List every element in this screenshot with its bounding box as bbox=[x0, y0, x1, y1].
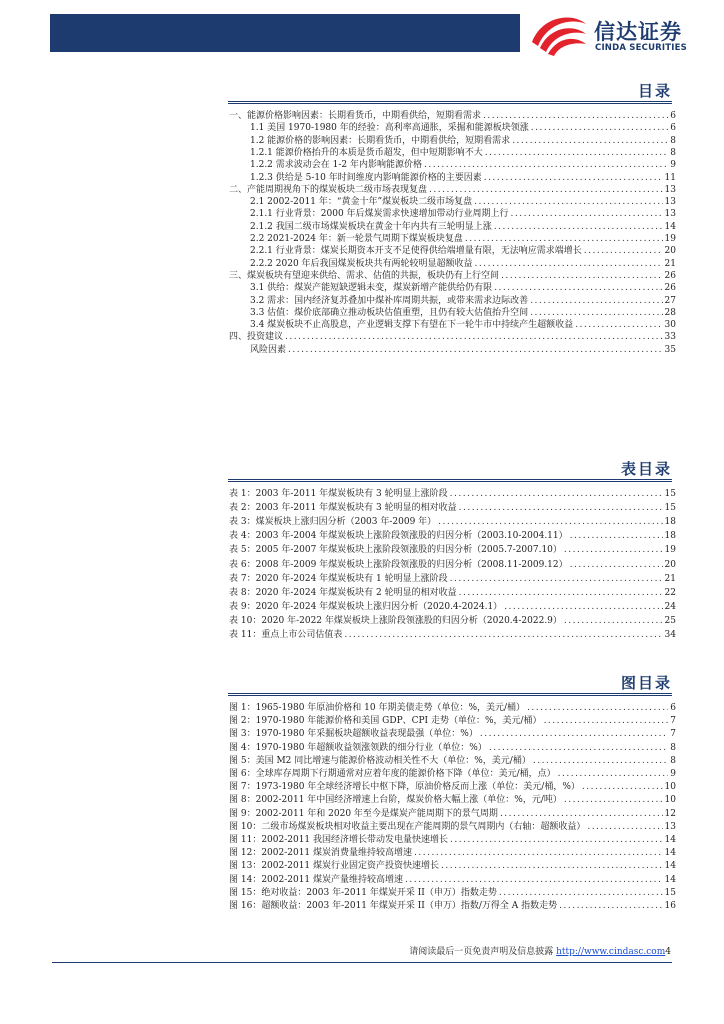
toc-entry-text: 1.2.3 供给是 5-10 年时间维度内影响能源价格的主要因素 bbox=[250, 172, 482, 183]
tables-entry-leader bbox=[570, 531, 663, 542]
tables-entry[interactable] bbox=[229, 588, 676, 599]
toc-entry[interactable] bbox=[250, 123, 676, 134]
toc-entry-text: 1.2 能源价格的影响因素：长期看货币，中期看供给，短期看需求 bbox=[250, 135, 511, 146]
tables-entry-page: 18 bbox=[664, 517, 676, 528]
toc-entry-text: 四、投资建议 bbox=[229, 332, 284, 343]
toc-entry-text: 1.1 美国 1970-1980 年的经验：高利率高通胀，采掘和能源板块领涨 bbox=[250, 123, 529, 134]
tables-entry-page: 19 bbox=[664, 545, 676, 556]
toc-entry-leader bbox=[288, 345, 663, 356]
toc-entry-leader bbox=[429, 185, 663, 196]
figures-entry[interactable] bbox=[229, 875, 676, 886]
figures-entry-leader bbox=[500, 809, 663, 820]
tables-entry[interactable] bbox=[229, 489, 676, 500]
toc-entry-page: 6 bbox=[670, 111, 676, 121]
cinda-logo-mark-icon bbox=[528, 12, 590, 56]
toc-entry-leader bbox=[512, 136, 668, 147]
toc-entry-page: 26 bbox=[664, 283, 676, 294]
toc-entry-leader bbox=[483, 111, 668, 122]
tables-rule bbox=[228, 479, 672, 480]
toc-entry-page: 21 bbox=[664, 258, 676, 269]
header-band bbox=[50, 14, 520, 52]
toc-entry-page: 33 bbox=[664, 332, 676, 343]
tables-entry-text: 表 4：2003 年-2004 年煤炭板块上涨阶段领涨股的归因分析（2003.10-2004.11） bbox=[229, 531, 568, 542]
toc-entry[interactable] bbox=[250, 246, 676, 257]
tables-entry-text: 表 5：2005 年-2007 年煤炭板块上涨阶段领涨股的归因分析（2005.7-2007.10） bbox=[229, 545, 562, 556]
toc-entry-leader bbox=[494, 222, 663, 233]
toc-entry[interactable] bbox=[229, 271, 676, 282]
figures-entry[interactable] bbox=[229, 809, 676, 820]
figures-entry-leader bbox=[499, 888, 663, 899]
footer-link[interactable]: http://www.cindasc.com bbox=[556, 947, 666, 957]
figures-entry-text: 图 12：2002-2011 煤炭消费量维持较高增速 bbox=[229, 848, 413, 859]
tables-entry[interactable] bbox=[229, 517, 676, 528]
toc-entry-text: 3.1 供给：煤炭产能短缺逻辑未变，煤炭新增产能供给仍有限 bbox=[250, 283, 493, 294]
figures-entry-page: 6 bbox=[670, 703, 676, 713]
tables-entry-text: 表 9：2020 年-2024 年煤炭板块上涨归因分析（2020.4-2024.1） bbox=[229, 601, 503, 612]
toc-entry-page: 9 bbox=[670, 160, 676, 171]
toc-entry-leader bbox=[530, 296, 662, 307]
toc-entry-page: 6 bbox=[670, 123, 676, 134]
figures-entry[interactable] bbox=[229, 822, 676, 833]
figures-entry-leader bbox=[405, 875, 663, 886]
tables-entry-leader bbox=[459, 503, 663, 514]
toc-entry-page: 13 bbox=[664, 209, 676, 220]
toc-entry[interactable] bbox=[250, 283, 676, 294]
toc-entry-page: 19 bbox=[664, 234, 676, 244]
figures-entry[interactable] bbox=[229, 835, 676, 846]
toc-entry-page: 13 bbox=[664, 184, 676, 195]
tables-entry-text: 表 6：2008 年-2009 年煤炭板块上涨阶段领涨股的归因分析（2008.11-2009.12） bbox=[229, 559, 568, 570]
figures-entry-page: 9 bbox=[670, 769, 676, 779]
figures-entry-text: 图 15：绝对收益：2003 年-2011 年煤炭开采 II（申万）指数走势 bbox=[229, 887, 497, 898]
tables-entry-page: 25 bbox=[664, 615, 676, 626]
toc-entry-page: 8 bbox=[670, 135, 676, 146]
figures-entry-page: 15 bbox=[664, 887, 676, 898]
figures-entry-page: 10 bbox=[664, 795, 676, 806]
figures-entry[interactable] bbox=[229, 716, 676, 727]
figures-entry-text: 图 14：2002-2011 煤炭产量维持较高增速 bbox=[229, 874, 404, 885]
tables-entry-page: 24 bbox=[664, 601, 676, 612]
figures-entry-text: 图 8：2002-2011 年中国经济增速上台阶，煤炭价格大幅上涨（单位：%，元/吨） bbox=[229, 795, 562, 806]
toc-entry[interactable] bbox=[250, 345, 676, 356]
tables-entry-text: 表 7：2020 年-2024 年煤炭板块有 1 轮明显上涨阶段 bbox=[229, 573, 448, 584]
toc-entry[interactable] bbox=[250, 234, 676, 245]
tables-entry-text: 表 11：重点上市公司估值表 bbox=[229, 630, 343, 640]
toc-entry-leader bbox=[575, 320, 662, 331]
toc-entry-leader bbox=[511, 209, 663, 220]
figures-entry[interactable] bbox=[229, 703, 676, 714]
figures-entry-page: 12 bbox=[664, 808, 676, 819]
figures-entry[interactable] bbox=[229, 848, 676, 859]
footer-page-number: 4 bbox=[665, 947, 671, 957]
figures-entry-leader bbox=[489, 743, 668, 754]
figures-entry-leader bbox=[533, 756, 668, 767]
figures-entry[interactable] bbox=[229, 782, 676, 793]
toc-entry-leader bbox=[501, 271, 663, 282]
tables-entry-leader bbox=[564, 616, 663, 627]
figures-entry-page: 14 bbox=[664, 861, 676, 872]
cinda-logo bbox=[528, 12, 708, 56]
toc-entry[interactable] bbox=[229, 185, 676, 196]
toc-entry-text: 1.2.1 能源价格抬升的本质是货币超发，但中短期影响不大 bbox=[250, 147, 483, 158]
toc-entry-page: 30 bbox=[664, 320, 676, 331]
figures-entry-text: 图 13：2002-2011 煤炭行业固定资产投资快速增长 bbox=[229, 861, 440, 872]
toc-entry-page: 11 bbox=[664, 172, 676, 183]
tables-entry-page: 15 bbox=[664, 489, 676, 499]
toc-entry-text: 三、煤炭板块有望迎来供给、需求、估值的共振，板块仍有上行空间 bbox=[229, 270, 500, 281]
logo-cn-text: 信达证券 bbox=[594, 20, 682, 44]
tables-entry-page: 18 bbox=[664, 531, 676, 542]
toc-entry-text: 2.2 2021-2024 年：新一轮景气周期下煤炭板块复盘 bbox=[250, 234, 463, 244]
toc-entry-text: 2.2.1 行业背景：煤炭长期资本开支不足使得供给端增量有限，无法响应需求端增长 bbox=[250, 246, 582, 257]
figures-entry-text: 图 16：超额收益：2003 年-2011 年煤炭开采 II（申万）指数/万得全 A 指数走势 bbox=[229, 901, 558, 911]
tables-entry-page: 21 bbox=[664, 573, 676, 584]
tables-entry-leader bbox=[570, 560, 663, 571]
figures-entry[interactable] bbox=[229, 769, 676, 780]
tables-entry-leader bbox=[450, 489, 663, 500]
tables-entry-leader bbox=[504, 602, 662, 613]
toc-entry-page: 26 bbox=[664, 270, 676, 281]
toc-entry[interactable] bbox=[229, 332, 676, 343]
figures-entry-page: 14 bbox=[664, 835, 676, 845]
tables-title: 表目录 bbox=[620, 460, 672, 478]
figures-title: 图目录 bbox=[620, 674, 672, 692]
figures-entry-leader bbox=[527, 703, 668, 714]
toc-entry-leader bbox=[424, 160, 668, 171]
tables-entry-page: 15 bbox=[664, 503, 676, 514]
toc-entry-leader bbox=[474, 197, 662, 208]
toc-entry[interactable] bbox=[250, 209, 676, 220]
figures-entry-leader bbox=[480, 729, 668, 740]
figures-entry[interactable] bbox=[229, 743, 676, 754]
toc-entry-leader bbox=[484, 173, 663, 184]
tables-entry[interactable] bbox=[229, 545, 676, 556]
figures-entry-leader bbox=[544, 716, 669, 727]
toc-entry[interactable] bbox=[250, 296, 676, 307]
tables-entry-leader bbox=[450, 574, 663, 585]
toc-entry[interactable] bbox=[250, 197, 676, 208]
figures-rule bbox=[228, 693, 672, 694]
toc-entry-page: 13 bbox=[664, 197, 676, 208]
tables-entry-text: 表 10：2020 年-2022 年煤炭板块上涨阶段领涨股的归因分析（2020.4-2022.9） bbox=[229, 615, 562, 626]
footer bbox=[409, 944, 671, 957]
figures-entry-page: 7 bbox=[670, 716, 676, 727]
figures-entry[interactable] bbox=[229, 901, 676, 912]
figures-entry-text: 图 11：2002-2011 我国经济增长带动发电量快速增长 bbox=[229, 835, 449, 845]
figures-entry-text: 图 7：1973-1980 年全球经济增长中枢下降，原油价格反而上涨（单位：美元/桶，%） bbox=[229, 782, 580, 793]
toc-entry-text: 3.2 需求：国内经济复苏叠加中煤补库周期共振，或带来需求边际改善 bbox=[250, 295, 529, 306]
figures-entry-text: 图 9：2002-2011 年和 2020 年至今是煤炭产能周期下的景气周期 bbox=[229, 808, 498, 819]
figures-entry-page: 13 bbox=[664, 821, 676, 832]
tables-entry[interactable] bbox=[229, 630, 676, 641]
toc-entry-text: 2.1 2002-2011 年：“黄金十年”煤炭板块二级市场复盘 bbox=[250, 197, 473, 208]
figures-entry-leader bbox=[564, 795, 663, 806]
figures-entry-text: 图 10：二级市场煤炭板块相对收益主要出现在产能周期的景气周期内（右轴：超额收益） bbox=[229, 821, 586, 832]
toc-entry-page: 14 bbox=[664, 221, 676, 232]
figures-entry[interactable] bbox=[229, 756, 676, 767]
toc-entry-leader bbox=[530, 308, 662, 319]
tables-entry-leader bbox=[344, 630, 662, 641]
figures-entry[interactable] bbox=[229, 888, 676, 899]
toc-entry-text: 风险因素 bbox=[250, 344, 287, 355]
toc-entry[interactable] bbox=[250, 136, 676, 147]
toc-entry[interactable] bbox=[250, 222, 676, 233]
figures-entry-page: 14 bbox=[664, 874, 676, 885]
toc-entry[interactable] bbox=[229, 111, 676, 122]
toc-entry-text: 2.1.2 我国二级市场煤炭板块在黄金十年内共有三轮明显上涨 bbox=[250, 221, 492, 232]
toc-title: 目录 bbox=[637, 82, 672, 100]
tables-entry[interactable] bbox=[229, 574, 676, 585]
toc-entry[interactable] bbox=[250, 320, 676, 331]
toc-entry-text: 3.3 估值：煤价底部确立推动板块估值重塑，且仍有较大估值抬升空间 bbox=[250, 307, 529, 318]
toc-entry-page: 8 bbox=[670, 147, 676, 158]
tables-entry-text: 表 1：2003 年-2011 年煤炭板块有 3 轮明显上涨阶段 bbox=[229, 489, 448, 499]
tables-entry-page: 34 bbox=[664, 630, 676, 640]
figures-entry-page: 10 bbox=[664, 782, 676, 793]
figures-entry-page: 8 bbox=[670, 755, 676, 766]
toc-entry[interactable] bbox=[250, 148, 676, 159]
tables-entry-text: 表 3：煤炭板块上涨归因分析（2003 年-2009 年） bbox=[229, 517, 437, 528]
toc-entry-text: 1.2.2 需求波动会在 1-2 年内影响能源价格 bbox=[250, 160, 422, 171]
figures-entry-text: 图 3：1970-1980 年采掘板块超额收益表现最强（单位：%） bbox=[229, 729, 478, 740]
figures-entry-text: 图 5：美国 M2 同比增速与能源价格波动相关性不大（单位：%，美元/桶） bbox=[229, 755, 531, 766]
toc-entry-text: 2.2.2 2020 年后我国煤炭板块共有两轮较明显超额收益 bbox=[250, 258, 473, 269]
figures-entry[interactable] bbox=[229, 861, 676, 872]
toc-entry-leader bbox=[465, 234, 663, 245]
tables-entry[interactable] bbox=[229, 531, 676, 542]
tables-entry-page: 22 bbox=[664, 587, 676, 598]
toc-entry-page: 28 bbox=[664, 307, 676, 318]
figures-entry-leader bbox=[441, 861, 663, 872]
figures-entry-leader bbox=[559, 901, 662, 912]
figures-entry-page: 8 bbox=[670, 742, 676, 753]
toc-entry[interactable] bbox=[250, 308, 676, 319]
logo-en-text: CINDA SECURITIES bbox=[595, 43, 687, 53]
tables-entry[interactable] bbox=[229, 503, 676, 514]
tables-entry[interactable] bbox=[229, 616, 676, 627]
toc-entry-text: 2.1.1 行业背景：2000 年后煤炭需求快速增加带动行业周期上行 bbox=[250, 209, 509, 220]
tables-entry-text: 表 8：2020 年-2024 年煤炭板块有 2 轮明显的相对收益 bbox=[229, 587, 457, 598]
toc-entry-page: 35 bbox=[664, 344, 676, 355]
figures-entry-page: 16 bbox=[664, 901, 676, 911]
tables-entry-page: 20 bbox=[664, 559, 676, 570]
figures-entry-leader bbox=[558, 769, 669, 780]
figures-entry-text: 图 1：1965-1980 年原油价格和 10 年期美债走势（单位：%，美元/桶） bbox=[229, 703, 526, 713]
figures-entry-text: 图 4：1970-1980 年超额收益领涨领跌的细分行业（单位：%） bbox=[229, 742, 487, 753]
tables-entry[interactable] bbox=[229, 560, 676, 571]
toc-entry-text: 二、产能周期视角下的煤炭板块二级市场表现复盘 bbox=[229, 184, 428, 195]
toc-entry-text: 3.4 煤炭板块不止高股息，产业逻辑支撑下有望在下一轮牛市中持续产生超额收益 bbox=[250, 320, 574, 331]
figures-entry-page: 14 bbox=[664, 848, 676, 859]
toc-entry-text: 一、能源价格影响因素：长期看货币，中期看供给，短期看需求 bbox=[229, 111, 482, 121]
figures-entry-leader bbox=[587, 822, 662, 833]
toc-entry-leader bbox=[584, 246, 663, 257]
toc-rule bbox=[228, 101, 672, 102]
tables-entry-leader bbox=[459, 588, 663, 599]
tables-entry-leader bbox=[438, 517, 662, 528]
tables-entry[interactable] bbox=[229, 602, 676, 613]
figures-entry-leader bbox=[450, 835, 663, 846]
figures-entry-text: 图 6：全球库存周期下行期通常对应着年度的能源价格下降（单位：美元/桶，点） bbox=[229, 769, 556, 779]
toc-entry-leader bbox=[494, 283, 662, 294]
figures-entry[interactable] bbox=[229, 795, 676, 806]
toc-entry-leader bbox=[475, 259, 663, 270]
figures-entry-text: 图 2：1970-1980 年能源价格和美国 GDP、CPI 走势（单位：%，美元/桶） bbox=[229, 716, 542, 727]
toc-entry-leader bbox=[285, 332, 663, 343]
toc-entry[interactable] bbox=[250, 259, 676, 270]
footer-disclaimer: 请阅读最后一页免责声明及信息披露 bbox=[409, 947, 557, 957]
tables-entry-text: 表 2：2003 年-2011 年煤炭板块有 3 轮明显的相对收益 bbox=[229, 503, 457, 514]
toc-entry[interactable] bbox=[250, 160, 676, 171]
figures-entry-page: 7 bbox=[670, 729, 676, 740]
toc-entry[interactable] bbox=[250, 173, 676, 184]
toc-entry-page: 20 bbox=[664, 246, 676, 257]
toc-entry-leader bbox=[485, 148, 669, 159]
figures-entry-leader bbox=[582, 782, 663, 793]
figures-entry-leader bbox=[414, 848, 663, 859]
toc-entry-page: 27 bbox=[664, 295, 676, 306]
figures-entry[interactable] bbox=[229, 729, 676, 740]
footer-rule bbox=[52, 962, 672, 963]
toc-entry-leader bbox=[531, 123, 669, 134]
tables-entry-leader bbox=[564, 545, 663, 556]
